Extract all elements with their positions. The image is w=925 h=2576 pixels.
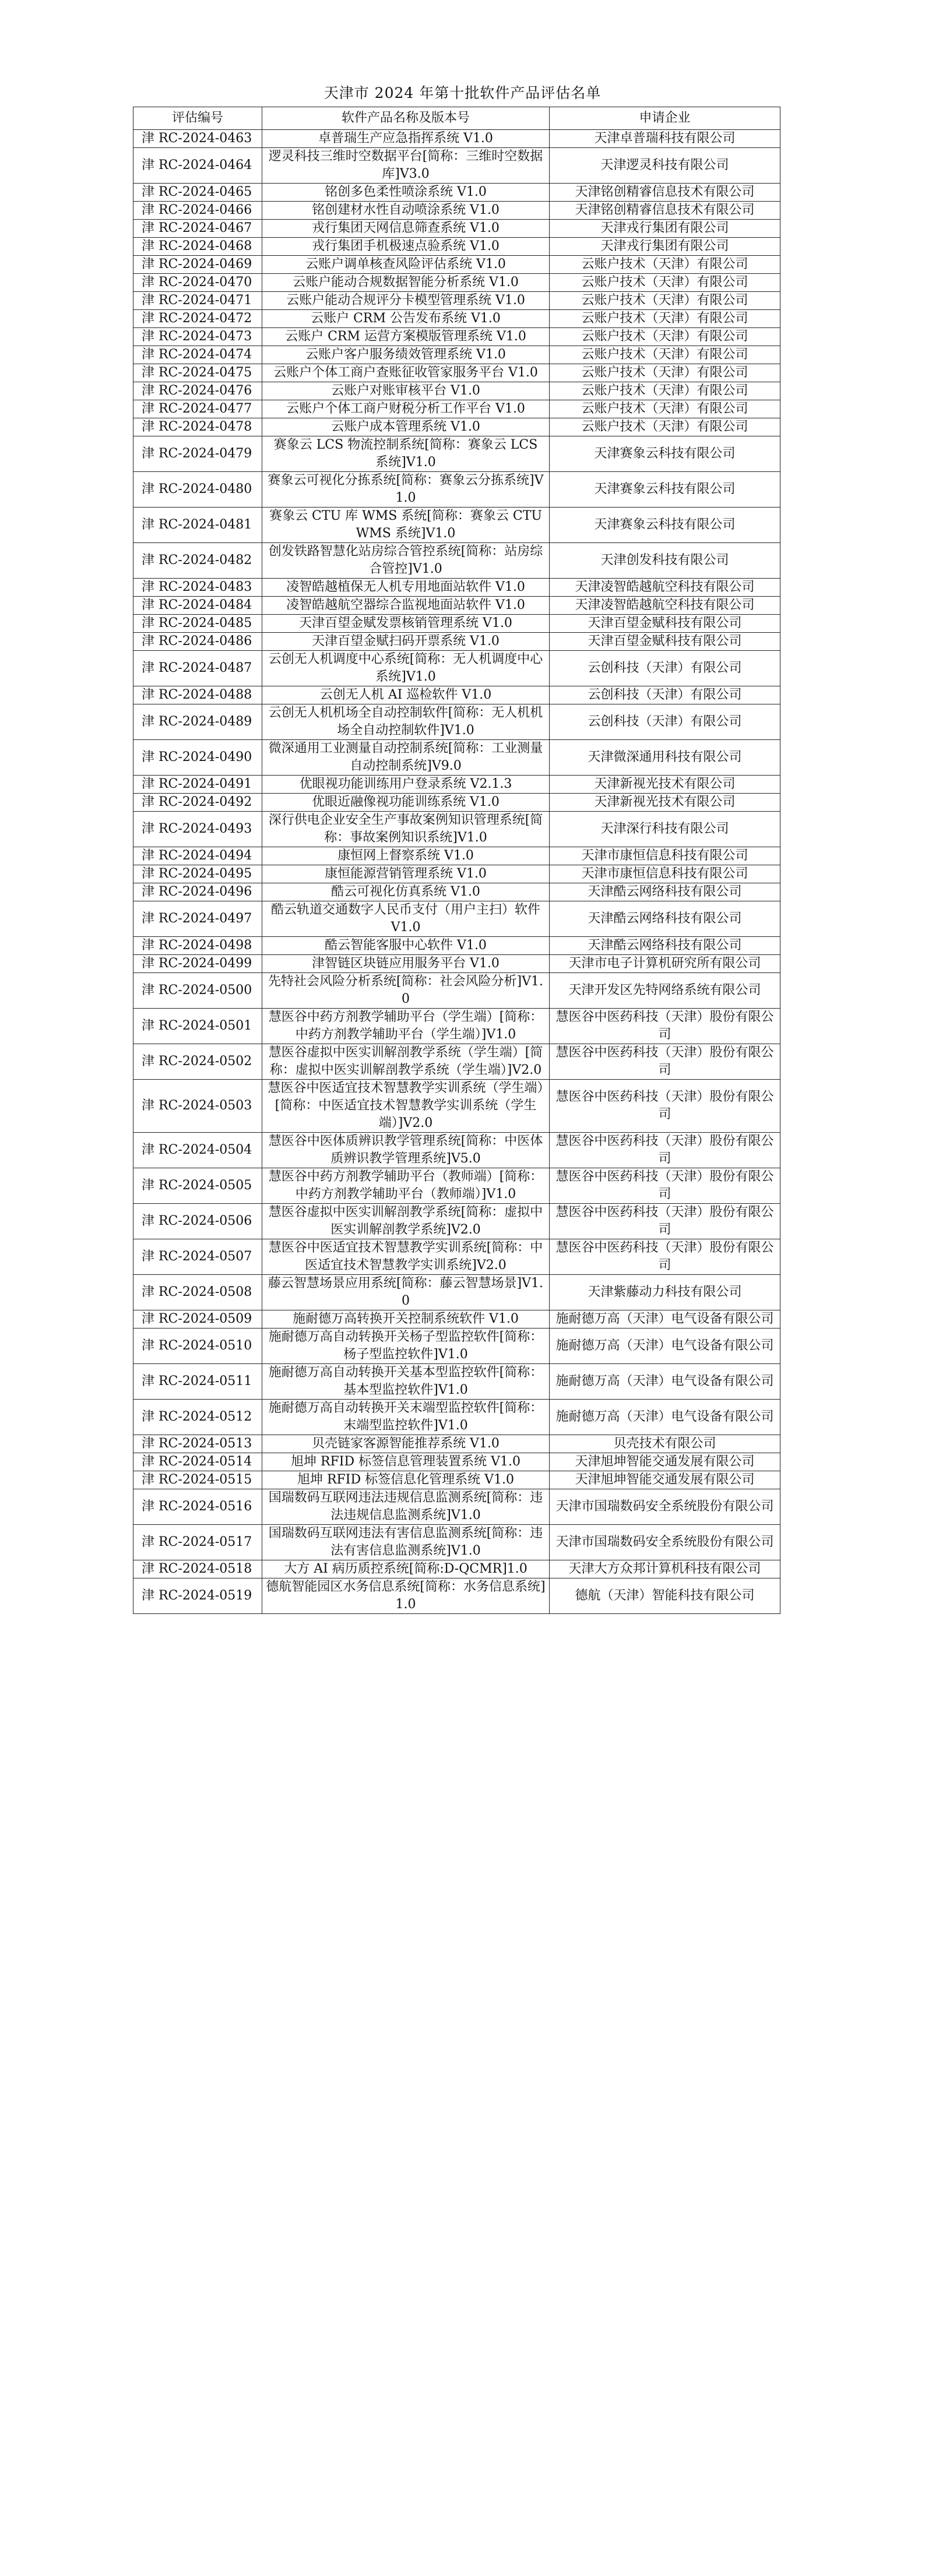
eval-id-cell: 津 RC-2024-0518 bbox=[133, 1560, 262, 1578]
eval-id-cell: 津 RC-2024-0509 bbox=[133, 1310, 262, 1328]
company-cell: 天津新视光技术有限公司 bbox=[550, 776, 780, 794]
company-cell: 天津市康恒信息科技有限公司 bbox=[550, 865, 780, 883]
product-name-cell: 藤云智慧场景应用系统[简称：藤云智慧场景]V1.0 bbox=[262, 1275, 550, 1310]
table-row bbox=[133, 1435, 780, 1453]
eval-id-cell: 津 RC-2024-0490 bbox=[133, 740, 262, 776]
product-name-cell: 卓普瑞生产应急指挥系统 V1.0 bbox=[262, 130, 550, 148]
company-cell: 云账户技术（天津）有限公司 bbox=[550, 400, 780, 418]
product-name-cell: 天津百望金赋发票核销管理系统 V1.0 bbox=[262, 615, 550, 633]
eval-id-cell: 津 RC-2024-0466 bbox=[133, 202, 262, 220]
company-cell: 慧医谷中医药科技（天津）股份有限公司 bbox=[550, 1080, 780, 1133]
table-row bbox=[133, 1328, 780, 1364]
eval-id-cell: 津 RC-2024-0471 bbox=[133, 292, 262, 310]
company-cell: 德航（天津）智能科技有限公司 bbox=[550, 1578, 780, 1614]
table-row bbox=[133, 1080, 780, 1133]
product-name-cell: 云创无人机 AI 巡检软件 V1.0 bbox=[262, 686, 550, 704]
table-row bbox=[133, 382, 780, 400]
eval-id-cell: 津 RC-2024-0485 bbox=[133, 615, 262, 633]
product-name-cell: 云账户调单核查风险评估系统 V1.0 bbox=[262, 256, 550, 274]
product-name-cell: 慧医谷中药方剂教学辅助平台（学生端）[简称：中药方剂教学辅助平台（学生端）]V1.0 bbox=[262, 1009, 550, 1044]
table-row bbox=[133, 686, 780, 704]
product-name-cell: 酷云可视化仿真系统 V1.0 bbox=[262, 883, 550, 901]
product-name-cell: 凌智皓越航空器综合监视地面站软件 V1.0 bbox=[262, 597, 550, 615]
eval-id-cell: 津 RC-2024-0514 bbox=[133, 1453, 262, 1471]
company-cell: 云创科技（天津）有限公司 bbox=[550, 704, 780, 740]
eval-id-cell: 津 RC-2024-0491 bbox=[133, 776, 262, 794]
eval-id-cell: 津 RC-2024-0505 bbox=[133, 1168, 262, 1204]
table-row bbox=[133, 472, 780, 508]
company-cell: 天津微深通用科技有限公司 bbox=[550, 740, 780, 776]
product-name-cell: 慧医谷中医适宜技术智慧教学实训系统[简称：中医适宜技术智慧教学实训系统]V2.0 bbox=[262, 1239, 550, 1275]
eval-id-cell: 津 RC-2024-0484 bbox=[133, 597, 262, 615]
table-row bbox=[133, 1133, 780, 1168]
table-row bbox=[133, 328, 780, 346]
table-row bbox=[133, 847, 780, 865]
company-cell: 天津酷云网络科技有限公司 bbox=[550, 883, 780, 901]
company-cell: 施耐德万高（天津）电气设备有限公司 bbox=[550, 1310, 780, 1328]
eval-id-cell: 津 RC-2024-0468 bbox=[133, 238, 262, 256]
header-eval-id: 评估编号 bbox=[133, 107, 262, 130]
company-cell: 云账户技术（天津）有限公司 bbox=[550, 346, 780, 364]
company-cell: 天津市国瑞数码安全系统股份有限公司 bbox=[550, 1525, 780, 1560]
table-row bbox=[133, 973, 780, 1009]
eval-id-cell: 津 RC-2024-0463 bbox=[133, 130, 262, 148]
eval-id-cell: 津 RC-2024-0499 bbox=[133, 955, 262, 973]
company-cell: 天津百望金赋科技有限公司 bbox=[550, 633, 780, 651]
product-name-cell: 铭创建材水性自动喷涂系统 V1.0 bbox=[262, 202, 550, 220]
eval-id-cell: 津 RC-2024-0487 bbox=[133, 651, 262, 686]
company-cell: 天津铭创精睿信息技术有限公司 bbox=[550, 202, 780, 220]
product-name-cell: 优眼近融像视功能训练系统 V1.0 bbox=[262, 794, 550, 812]
table-row bbox=[133, 776, 780, 794]
eval-id-cell: 津 RC-2024-0506 bbox=[133, 1204, 262, 1239]
eval-id-cell: 津 RC-2024-0495 bbox=[133, 865, 262, 883]
product-name-cell: 国瑞数码互联网违法违规信息监测系统[简称：违法违规信息监测系统]V1.0 bbox=[262, 1489, 550, 1525]
company-cell: 天津酷云网络科技有限公司 bbox=[550, 901, 780, 937]
company-cell: 天津旭坤智能交通发展有限公司 bbox=[550, 1453, 780, 1471]
product-name-cell: 赛象云 LCS 物流控制系统[简称：赛象云 LCS 系统]V1.0 bbox=[262, 436, 550, 472]
table-row bbox=[133, 1560, 780, 1578]
eval-id-cell: 津 RC-2024-0489 bbox=[133, 704, 262, 740]
header-company: 申请企业 bbox=[550, 107, 780, 130]
table-row bbox=[133, 292, 780, 310]
table-row bbox=[133, 202, 780, 220]
table-row bbox=[133, 1525, 780, 1560]
company-cell: 慧医谷中医药科技（天津）股份有限公司 bbox=[550, 1044, 780, 1080]
header-product-name: 软件产品名称及版本号 bbox=[262, 107, 550, 130]
company-cell: 天津戎行集团有限公司 bbox=[550, 238, 780, 256]
table-row bbox=[133, 704, 780, 740]
table-row bbox=[133, 812, 780, 847]
eval-id-cell: 津 RC-2024-0496 bbox=[133, 883, 262, 901]
product-name-cell: 旭坤 RFID 标签信息管理装置系统 V1.0 bbox=[262, 1453, 550, 1471]
table-row bbox=[133, 1471, 780, 1489]
product-name-cell: 戎行集团手机极速点验系统 V1.0 bbox=[262, 238, 550, 256]
product-name-cell: 国瑞数码互联网违法有害信息监测系统[简称：违法有害信息监测系统]V1.0 bbox=[262, 1525, 550, 1560]
product-name-cell: 德航智能园区水务信息系统[简称：水务信息系统]1.0 bbox=[262, 1578, 550, 1614]
product-name-cell: 云创无人机机场全自动控制软件[简称：无人机机场全自动控制软件]V1.0 bbox=[262, 704, 550, 740]
table-row bbox=[133, 130, 780, 148]
product-name-cell: 大方 AI 病历质控系统[简称:D-QCMR]1.0 bbox=[262, 1560, 550, 1578]
eval-id-cell: 津 RC-2024-0511 bbox=[133, 1364, 262, 1400]
table-row bbox=[133, 274, 780, 292]
eval-id-cell: 津 RC-2024-0517 bbox=[133, 1525, 262, 1560]
eval-id-cell: 津 RC-2024-0497 bbox=[133, 901, 262, 937]
eval-id-cell: 津 RC-2024-0504 bbox=[133, 1133, 262, 1168]
product-name-cell: 云账户客户服务绩效管理系统 V1.0 bbox=[262, 346, 550, 364]
product-name-cell: 贝壳链家客源智能推荐系统 V1.0 bbox=[262, 1435, 550, 1453]
table-row bbox=[133, 436, 780, 472]
eval-id-cell: 津 RC-2024-0479 bbox=[133, 436, 262, 472]
company-cell: 天津新视光技术有限公司 bbox=[550, 794, 780, 812]
eval-id-cell: 津 RC-2024-0512 bbox=[133, 1400, 262, 1435]
product-name-cell: 慧医谷虚拟中医实训解剖教学系统（学生端）[简称：虚拟中医实训解剖教学系统（学生端）]V2.0 bbox=[262, 1044, 550, 1080]
table-row bbox=[133, 310, 780, 328]
eval-id-cell: 津 RC-2024-0513 bbox=[133, 1435, 262, 1453]
product-name-cell: 康恒网上督察系统 V1.0 bbox=[262, 847, 550, 865]
product-name-cell: 慧医谷中医适宜技术智慧教学实训系统（学生端）[简称：中医适宜技术智慧教学实训系统（学生端）]V2.0 bbox=[262, 1080, 550, 1133]
company-cell: 慧医谷中医药科技（天津）股份有限公司 bbox=[550, 1204, 780, 1239]
company-cell: 天津戎行集团有限公司 bbox=[550, 220, 780, 238]
company-cell: 天津创发科技有限公司 bbox=[550, 543, 780, 579]
product-name-cell: 云账户能动合规评分卡模型管理系统 V1.0 bbox=[262, 292, 550, 310]
product-name-cell: 赛象云 CTU 库 WMS 系统[简称：赛象云 CTUWMS 系统]V1.0 bbox=[262, 508, 550, 543]
product-name-cell: 云账户个体工商户查账征收管家服务平台 V1.0 bbox=[262, 364, 550, 382]
table-row bbox=[133, 256, 780, 274]
table-row bbox=[133, 1400, 780, 1435]
eval-id-cell: 津 RC-2024-0478 bbox=[133, 418, 262, 436]
eval-id-cell: 津 RC-2024-0472 bbox=[133, 310, 262, 328]
eval-id-cell: 津 RC-2024-0482 bbox=[133, 543, 262, 579]
company-cell: 天津赛象云科技有限公司 bbox=[550, 508, 780, 543]
product-name-cell: 旭坤 RFID 标签信息化管理系统 V1.0 bbox=[262, 1471, 550, 1489]
company-cell: 天津开发区先特网络系统有限公司 bbox=[550, 973, 780, 1009]
eval-id-cell: 津 RC-2024-0507 bbox=[133, 1239, 262, 1275]
table-row bbox=[133, 901, 780, 937]
product-name-cell: 深行供电企业安全生产事故案例知识管理系统[简称：事故案例知识系统]V1.0 bbox=[262, 812, 550, 847]
eval-id-cell: 津 RC-2024-0488 bbox=[133, 686, 262, 704]
company-cell: 天津市康恒信息科技有限公司 bbox=[550, 847, 780, 865]
product-name-cell: 凌智皓越植保无人机专用地面站软件 V1.0 bbox=[262, 579, 550, 597]
table-row bbox=[133, 346, 780, 364]
table-row bbox=[133, 633, 780, 651]
table-row bbox=[133, 1364, 780, 1400]
company-cell: 云账户技术（天津）有限公司 bbox=[550, 328, 780, 346]
table-row bbox=[133, 937, 780, 955]
company-cell: 云账户技术（天津）有限公司 bbox=[550, 310, 780, 328]
eval-id-cell: 津 RC-2024-0475 bbox=[133, 364, 262, 382]
table-row bbox=[133, 1310, 780, 1328]
table-row bbox=[133, 651, 780, 686]
table-row bbox=[133, 1009, 780, 1044]
company-cell: 施耐德万高（天津）电气设备有限公司 bbox=[550, 1400, 780, 1435]
company-cell: 慧医谷中医药科技（天津）股份有限公司 bbox=[550, 1009, 780, 1044]
eval-id-cell: 津 RC-2024-0492 bbox=[133, 794, 262, 812]
eval-id-cell: 津 RC-2024-0476 bbox=[133, 382, 262, 400]
company-cell: 天津卓普瑞科技有限公司 bbox=[550, 130, 780, 148]
eval-id-cell: 津 RC-2024-0501 bbox=[133, 1009, 262, 1044]
product-name-cell: 施耐德万高自动转换开关杨子型监控软件[简称：杨子型监控软件]V1.0 bbox=[262, 1328, 550, 1364]
company-cell: 天津赛象云科技有限公司 bbox=[550, 436, 780, 472]
product-name-cell: 慧医谷中药方剂教学辅助平台（教师端）[简称：中药方剂教学辅助平台（教师端）]V1.0 bbox=[262, 1168, 550, 1204]
eval-id-cell: 津 RC-2024-0480 bbox=[133, 472, 262, 508]
product-name-cell: 酷云轨道交通数字人民币支付（用户主扫）软件 V1.0 bbox=[262, 901, 550, 937]
company-cell: 云创科技（天津）有限公司 bbox=[550, 651, 780, 686]
table-row bbox=[133, 1275, 780, 1310]
table-row bbox=[133, 220, 780, 238]
product-name-cell: 先特社会风险分析系统[简称：社会风险分析]V1.0 bbox=[262, 973, 550, 1009]
product-name-cell: 云账户对账审核平台 V1.0 bbox=[262, 382, 550, 400]
table-row bbox=[133, 740, 780, 776]
eval-id-cell: 津 RC-2024-0465 bbox=[133, 184, 262, 202]
eval-id-cell: 津 RC-2024-0493 bbox=[133, 812, 262, 847]
eval-id-cell: 津 RC-2024-0483 bbox=[133, 579, 262, 597]
product-name-cell: 云账户成本管理系统 V1.0 bbox=[262, 418, 550, 436]
eval-id-cell: 津 RC-2024-0519 bbox=[133, 1578, 262, 1614]
company-cell: 慧医谷中医药科技（天津）股份有限公司 bbox=[550, 1133, 780, 1168]
table-header-row bbox=[133, 107, 780, 130]
product-name-cell: 铭创多色柔性喷涂系统 V1.0 bbox=[262, 184, 550, 202]
eval-id-cell: 津 RC-2024-0469 bbox=[133, 256, 262, 274]
eval-id-cell: 津 RC-2024-0502 bbox=[133, 1044, 262, 1080]
table-row bbox=[133, 238, 780, 256]
company-cell: 天津铭创精睿信息技术有限公司 bbox=[550, 184, 780, 202]
product-name-cell: 慧医谷虚拟中医实训解剖教学系统[简称：虚拟中医实训解剖教学系统]V2.0 bbox=[262, 1204, 550, 1239]
table-row bbox=[133, 1489, 780, 1525]
company-cell: 天津凌智皓越航空科技有限公司 bbox=[550, 579, 780, 597]
product-name-cell: 赛象云可视化分拣系统[简称：赛象云分拣系统]V1.0 bbox=[262, 472, 550, 508]
eval-id-cell: 津 RC-2024-0516 bbox=[133, 1489, 262, 1525]
company-cell: 慧医谷中医药科技（天津）股份有限公司 bbox=[550, 1168, 780, 1204]
product-name-cell: 慧医谷中医体质辨识教学管理系统[简称：中医体质辨识教学管理系统]V5.0 bbox=[262, 1133, 550, 1168]
eval-id-cell: 津 RC-2024-0464 bbox=[133, 148, 262, 184]
company-cell: 天津逻灵科技有限公司 bbox=[550, 148, 780, 184]
table-row bbox=[133, 508, 780, 543]
company-cell: 云账户技术（天津）有限公司 bbox=[550, 382, 780, 400]
company-cell: 天津市国瑞数码安全系统股份有限公司 bbox=[550, 1489, 780, 1525]
eval-id-cell: 津 RC-2024-0500 bbox=[133, 973, 262, 1009]
table-row bbox=[133, 1453, 780, 1471]
eval-id-cell: 津 RC-2024-0510 bbox=[133, 1328, 262, 1364]
table-row bbox=[133, 597, 780, 615]
eval-id-cell: 津 RC-2024-0503 bbox=[133, 1080, 262, 1133]
eval-id-cell: 津 RC-2024-0477 bbox=[133, 400, 262, 418]
company-cell: 天津凌智皓越航空科技有限公司 bbox=[550, 597, 780, 615]
product-name-cell: 施耐德万高自动转换开关基本型监控软件[简称：基本型监控软件]V1.0 bbox=[262, 1364, 550, 1400]
company-cell: 天津大方众邦计算机科技有限公司 bbox=[550, 1560, 780, 1578]
company-cell: 施耐德万高（天津）电气设备有限公司 bbox=[550, 1364, 780, 1400]
table-row bbox=[133, 615, 780, 633]
eval-id-cell: 津 RC-2024-0498 bbox=[133, 937, 262, 955]
eval-id-cell: 津 RC-2024-0494 bbox=[133, 847, 262, 865]
table-row bbox=[133, 1578, 780, 1614]
product-name-cell: 云账户 CRM 公告发布系统 V1.0 bbox=[262, 310, 550, 328]
product-name-cell: 施耐德万高转换开关控制系统软件 V1.0 bbox=[262, 1310, 550, 1328]
company-cell: 云创科技（天津）有限公司 bbox=[550, 686, 780, 704]
product-name-cell: 云账户 CRM 运营方案模版管理系统 V1.0 bbox=[262, 328, 550, 346]
table-row bbox=[133, 883, 780, 901]
company-cell: 天津市电子计算机研究所有限公司 bbox=[550, 955, 780, 973]
product-name-cell: 施耐德万高自动转换开关末端型监控软件[简称：末端型监控软件]V1.0 bbox=[262, 1400, 550, 1435]
company-cell: 天津百望金赋科技有限公司 bbox=[550, 615, 780, 633]
eval-id-cell: 津 RC-2024-0470 bbox=[133, 274, 262, 292]
table-row bbox=[133, 955, 780, 973]
product-name-cell: 酷云智能客服中心软件 V1.0 bbox=[262, 937, 550, 955]
product-name-cell: 云账户能动合规数据智能分析系统 V1.0 bbox=[262, 274, 550, 292]
product-name-cell: 微深通用工业测量自动控制系统[简称：工业测量自动控制系统]V9.0 bbox=[262, 740, 550, 776]
product-name-cell: 优眼视功能训练用户登录系统 V2.1.3 bbox=[262, 776, 550, 794]
company-cell: 云账户技术（天津）有限公司 bbox=[550, 292, 780, 310]
table-body bbox=[133, 130, 780, 1614]
product-name-cell: 逻灵科技三维时空数据平台[简称：三维时空数据库]V3.0 bbox=[262, 148, 550, 184]
table-row bbox=[133, 184, 780, 202]
table-row bbox=[133, 148, 780, 184]
company-cell: 天津旭坤智能交通发展有限公司 bbox=[550, 1471, 780, 1489]
product-name-cell: 天津百望金赋扫码开票系统 V1.0 bbox=[262, 633, 550, 651]
table-row bbox=[133, 1204, 780, 1239]
table-row bbox=[133, 400, 780, 418]
company-cell: 贝壳技术有限公司 bbox=[550, 1435, 780, 1453]
eval-id-cell: 津 RC-2024-0486 bbox=[133, 633, 262, 651]
table-row bbox=[133, 543, 780, 579]
product-name-cell: 创发铁路智慧化站房综合管控系统[简称：站房综合管控]V1.0 bbox=[262, 543, 550, 579]
evaluation-list-table bbox=[133, 107, 780, 1614]
table-row bbox=[133, 1044, 780, 1080]
document-title: 天津市 2024 年第十批软件产品评估名单 bbox=[323, 84, 602, 101]
eval-id-cell: 津 RC-2024-0473 bbox=[133, 328, 262, 346]
company-cell: 云账户技术（天津）有限公司 bbox=[550, 274, 780, 292]
company-cell: 云账户技术（天津）有限公司 bbox=[550, 256, 780, 274]
eval-id-cell: 津 RC-2024-0508 bbox=[133, 1275, 262, 1310]
table-row bbox=[133, 418, 780, 436]
company-cell: 云账户技术（天津）有限公司 bbox=[550, 418, 780, 436]
product-name-cell: 康恒能源营销管理系统 V1.0 bbox=[262, 865, 550, 883]
product-name-cell: 云创无人机调度中心系统[简称：无人机调度中心系统]V1.0 bbox=[262, 651, 550, 686]
company-cell: 慧医谷中医药科技（天津）股份有限公司 bbox=[550, 1239, 780, 1275]
company-cell: 天津酷云网络科技有限公司 bbox=[550, 937, 780, 955]
company-cell: 施耐德万高（天津）电气设备有限公司 bbox=[550, 1328, 780, 1364]
table-row bbox=[133, 794, 780, 812]
company-cell: 天津紫藤动力科技有限公司 bbox=[550, 1275, 780, 1310]
table-row bbox=[133, 865, 780, 883]
eval-id-cell: 津 RC-2024-0515 bbox=[133, 1471, 262, 1489]
product-name-cell: 云账户个体工商户财税分析工作平台 V1.0 bbox=[262, 400, 550, 418]
product-name-cell: 津智链区块链应用服务平台 V1.0 bbox=[262, 955, 550, 973]
eval-id-cell: 津 RC-2024-0481 bbox=[133, 508, 262, 543]
table-row bbox=[133, 1168, 780, 1204]
company-cell: 天津赛象云科技有限公司 bbox=[550, 472, 780, 508]
company-cell: 天津深行科技有限公司 bbox=[550, 812, 780, 847]
table-row bbox=[133, 1239, 780, 1275]
eval-id-cell: 津 RC-2024-0467 bbox=[133, 220, 262, 238]
table-row bbox=[133, 579, 780, 597]
product-name-cell: 戎行集团天网信息筛查系统 V1.0 bbox=[262, 220, 550, 238]
eval-id-cell: 津 RC-2024-0474 bbox=[133, 346, 262, 364]
company-cell: 云账户技术（天津）有限公司 bbox=[550, 364, 780, 382]
table-row bbox=[133, 364, 780, 382]
